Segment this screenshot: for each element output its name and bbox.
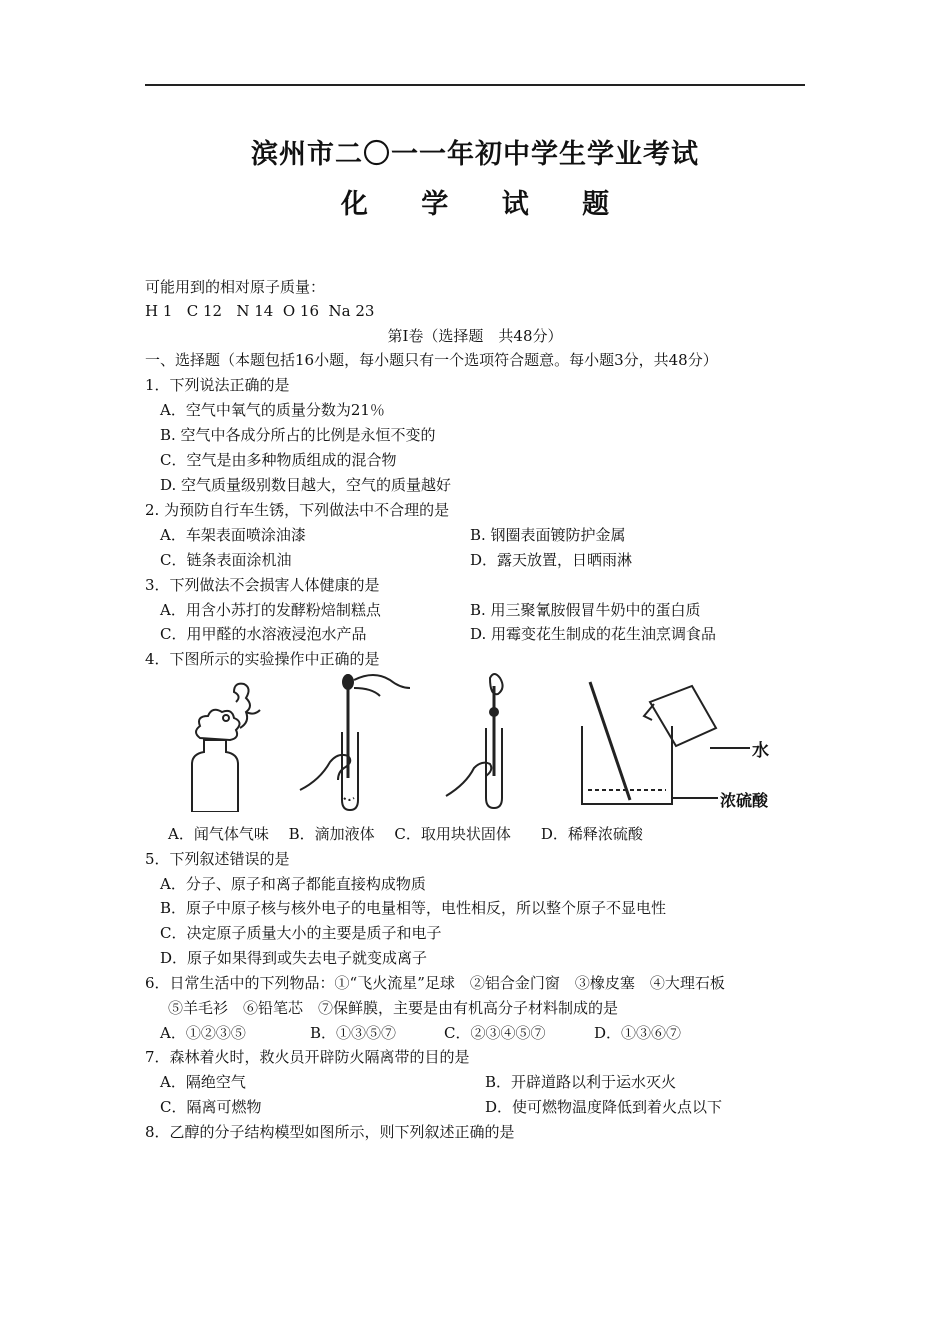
q5-option-c: C．决定原子质量大小的主要是质子和电子	[160, 924, 442, 942]
q2-option-c: C．链条表面涂机油	[160, 551, 292, 569]
atomic-mass-values: H 1 C 12 N 14 O 16 Na 23	[145, 302, 375, 320]
q1-option-a: A．空气中氧气的质量分数为21％	[160, 401, 385, 419]
q8-stem: 8．乙醇的分子结构模型如图所示，则下列叙述正确的是	[145, 1123, 515, 1141]
q7-option-a: A．隔绝空气	[160, 1073, 246, 1091]
q6-stem-continued: ⑤羊毛衫 ⑥铅笔芯 ⑦保鲜膜，主要是由有机高分子材料制成的是	[168, 999, 619, 1017]
q4-options: A．闻气体气味 B．滴加液体 C．取用块状固体 D．稀释浓硫酸	[168, 825, 643, 843]
q4-figures	[150, 672, 790, 812]
label-water: 水	[752, 741, 769, 761]
label-acid: 浓硫酸	[720, 791, 769, 810]
holding-hand-icon	[446, 763, 491, 796]
waving-hand-icon	[234, 684, 250, 728]
exam-title: 滨州市二〇一一年初中学生学业考试	[251, 139, 699, 170]
q7-option-b: B．开辟道路以利于运水灭火	[485, 1073, 677, 1091]
q6-option-a: A．①②③⑤	[160, 1024, 246, 1042]
atomic-mass-intro: 可能用到的相对原子质量：	[145, 278, 326, 296]
flame-hand-icon	[490, 674, 503, 694]
q7-option-c: C．隔离可燃物	[160, 1098, 262, 1116]
q1-stem: 1．下列说法正确的是	[145, 376, 290, 394]
q3-option-d: D. 用霉变花生制成的花生油烹调食品	[470, 625, 717, 643]
fig-smell-gas	[180, 672, 280, 812]
gas-bottle-icon	[192, 740, 238, 812]
section-title: 第Ⅰ卷（选择题 共48分）	[387, 327, 563, 345]
q5-stem: 5．下列叙述错误的是	[145, 850, 290, 868]
q6-option-c: C．②③④⑤⑦	[444, 1024, 546, 1042]
q5-option-a: A．分子、原子和离子都能直接构成物质	[160, 875, 426, 893]
fig-dilute-acid	[580, 672, 790, 812]
q7-option-d: D．使可燃物温度降低到着火点以下	[485, 1098, 723, 1116]
top-rule	[145, 84, 805, 86]
q3-option-a: A．用含小苏打的发酵粉焙制糕点	[160, 601, 381, 619]
q2-option-b: B. 钢圈表面镀防护金属	[470, 526, 626, 544]
q2-option-d: D．露天放置，日晒雨淋	[470, 551, 633, 569]
q1-option-d: D. 空气质量级别数目越大，空气的质量越好	[160, 476, 452, 494]
q5-option-d: D．原子如果得到或失去电子就变成离子	[160, 949, 428, 967]
gas-cloud-icon	[196, 710, 240, 740]
q6-option-d: D．①③⑥⑦	[594, 1024, 682, 1042]
q2-stem: 2. 为预防自行车生锈，下列做法中不合理的是	[145, 501, 450, 519]
q1-option-c: C．空气是由多种物质组成的混合物	[160, 451, 397, 469]
q3-stem: 3．下列做法不会损害人体健康的是	[145, 576, 380, 594]
q4-stem: 4．下图所示的实验操作中正确的是	[145, 650, 380, 668]
fig-add-liquid	[290, 672, 420, 812]
pouring-beaker-icon	[650, 686, 716, 746]
q3-option-c: C．用甲醛的水溶液浸泡水产品	[160, 625, 367, 643]
upper-hand-icon	[354, 675, 410, 688]
q3-option-b: B. 用三聚氰胺假冒牛奶中的蛋白质	[470, 601, 701, 619]
q1-option-b: B. 空气中各成分所占的比例是永恒不变的	[160, 426, 436, 444]
q6-stem: 6．日常生活中的下列物品：①“飞火流星”足球 ②铝合金门窗 ③橡皮塞 ④大理石板	[145, 974, 725, 992]
exam-subtitle: 化 学 试 题	[340, 189, 632, 220]
glass-rod-icon	[590, 682, 630, 800]
q5-option-b: B．原子中原子核与核外电子的电量相等，电性相反，所以整个原子不显电性	[160, 899, 667, 917]
fig-lump-solid	[440, 672, 560, 812]
q7-stem: 7．森林着火时，救火员开辟防火隔离带的目的是	[145, 1048, 470, 1066]
q6-option-b: B．①③⑤⑦	[310, 1024, 397, 1042]
q2-option-a: A．车架表面喷涂油漆	[160, 526, 306, 544]
section-instruction: 一、选择题（本题包括16小题，每小题只有一个选项符合题意。每小题3分，共48分）	[145, 351, 718, 369]
